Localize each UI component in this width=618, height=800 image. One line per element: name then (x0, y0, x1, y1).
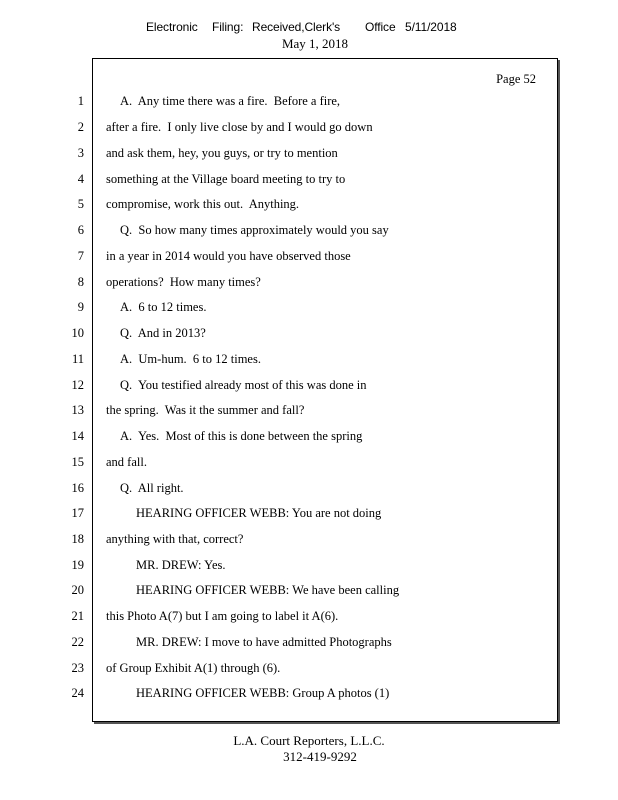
line-number: 16 (71, 481, 84, 495)
transcript-date: May 1, 2018 (281, 36, 349, 51)
line-text: Q. And in 2013? (120, 326, 206, 340)
transcript-line (0, 146, 618, 166)
line-number: 23 (71, 661, 84, 675)
transcript-line (0, 609, 618, 629)
line-number: 6 (77, 223, 84, 237)
line-number: 14 (71, 429, 84, 443)
transcript-line (0, 429, 618, 449)
transcript-line (0, 378, 618, 398)
line-number: 5 (77, 197, 84, 211)
line-number: 11 (71, 352, 84, 366)
transcript-line (0, 403, 618, 423)
line-text: HEARING OFFICER WEBB: You are not doing (136, 506, 382, 520)
line-text: A. Any time there was a fire. Before a fire, (120, 94, 341, 108)
line-number: 21 (71, 609, 84, 623)
line-text: Q. So how many times approximately would you say (120, 223, 389, 237)
transcript-line (0, 352, 618, 372)
electronic-filing-stamp (146, 20, 457, 34)
line-number: 20 (71, 583, 84, 597)
filing-word-office: Office (365, 20, 396, 34)
line-text: A. Yes. Most of this is done between the spring (120, 429, 363, 443)
page-number: Page 52 (496, 72, 536, 86)
transcript-line (0, 558, 618, 578)
transcript-line (0, 686, 618, 706)
filing-date: 5/11/2018 (405, 20, 457, 34)
line-number: 9 (77, 300, 84, 314)
line-number: 8 (77, 275, 84, 289)
transcript-line (0, 172, 618, 192)
line-text: HEARING OFFICER WEBB: Group A photos (1) (136, 686, 390, 700)
transcript-line (0, 455, 618, 475)
line-number: 4 (77, 172, 84, 186)
line-text: anything with that, correct? (106, 532, 244, 546)
line-text: MR. DREW: I move to have admitted Photographs (136, 635, 392, 649)
transcript-line (0, 481, 618, 501)
line-number: 13 (71, 403, 84, 417)
line-number: 3 (77, 146, 84, 160)
line-text: MR. DREW: Yes. (136, 558, 226, 572)
transcript-line (0, 94, 618, 114)
filing-word-received: Received,Clerk's (252, 20, 341, 34)
line-text: this Photo A(7) but I am going to label it A(6). (106, 609, 339, 623)
line-text: in a year in 2014 would you have observed those (106, 249, 351, 263)
transcript-line (0, 661, 618, 681)
line-text: HEARING OFFICER WEBB: We have been calling (136, 583, 400, 597)
line-number: 17 (71, 506, 84, 520)
line-text: Q. All right. (120, 481, 184, 495)
line-number: 10 (71, 326, 84, 340)
transcript-line (0, 197, 618, 217)
transcript-line (0, 532, 618, 552)
line-text: and ask them, hey, you guys, or try to mention (106, 146, 338, 160)
line-number: 2 (77, 120, 84, 134)
filing-word-filing: Filing: (212, 20, 244, 34)
filing-word-electronic: Electronic (146, 20, 198, 34)
transcript-line (0, 300, 618, 320)
court-reporter-phone: 312-419-9292 (283, 749, 357, 764)
transcript-line (0, 583, 618, 603)
transcript-line (0, 635, 618, 655)
transcript-line (0, 223, 618, 243)
line-number: 22 (71, 635, 84, 649)
line-number: 1 (77, 94, 84, 108)
line-number: 12 (71, 378, 84, 392)
line-number: 18 (71, 532, 84, 546)
transcript-line (0, 249, 618, 269)
line-number: 15 (71, 455, 84, 469)
line-number: 19 (71, 558, 84, 572)
line-text: the spring. Was it the summer and fall? (106, 403, 305, 417)
line-text: compromise, work this out. Anything. (106, 197, 300, 211)
line-text: something at the Village board meeting to try to (106, 172, 346, 186)
line-text: of Group Exhibit A(1) through (6). (106, 661, 281, 675)
reporter-footer (0, 733, 618, 765)
line-text: A. Um-hum. 6 to 12 times. (120, 352, 261, 366)
transcript-line (0, 120, 618, 140)
court-reporter-company: L.A. Court Reporters, L.L.C. (233, 733, 385, 748)
line-text: after a fire. I only live close by and I would go down (106, 120, 373, 134)
line-text: A. 6 to 12 times. (120, 300, 207, 314)
line-text: Q. You testified already most of this was done in (120, 378, 367, 392)
line-number: 24 (71, 686, 84, 700)
transcript-line (0, 275, 618, 295)
transcript-line (0, 326, 618, 346)
transcript-line (0, 506, 618, 526)
line-text: and fall. (106, 455, 147, 469)
line-number: 7 (77, 249, 84, 263)
line-text: operations? How many times? (106, 275, 261, 289)
